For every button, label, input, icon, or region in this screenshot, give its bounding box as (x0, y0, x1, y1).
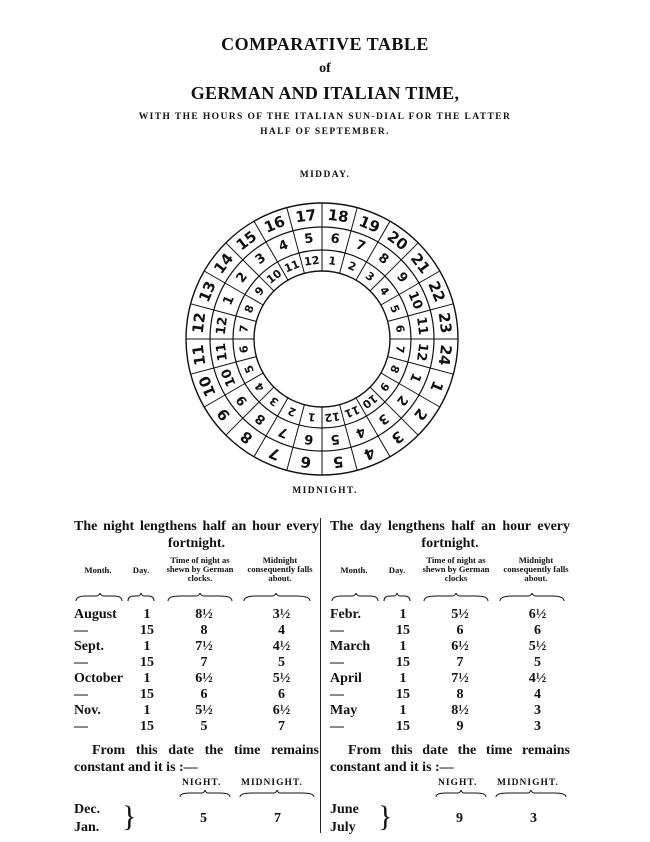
table-row (330, 703, 575, 719)
dial-spoke (401, 418, 418, 435)
row-month: — (330, 655, 344, 670)
dial-middle-number: 1 (220, 293, 238, 308)
row-month: March (330, 639, 371, 654)
row-time: 7 (456, 655, 464, 670)
final-midnight: 7 (274, 811, 281, 826)
row-midnight: 4½ (272, 639, 291, 654)
table-row (74, 671, 319, 687)
final-night: 5 (200, 811, 207, 826)
left-column-headers (74, 556, 319, 590)
table-row (74, 703, 319, 719)
table-row (74, 687, 319, 703)
row-time: 7 (200, 655, 208, 670)
dial-spoke (399, 384, 419, 396)
row-midnight: 6 (278, 687, 285, 702)
dial-middle-number: 5 (303, 231, 315, 248)
header-month: Month. (84, 565, 112, 575)
right-note: From this date the time remains constant and it is :— (330, 743, 570, 775)
header-braces (74, 593, 319, 603)
dial-middle-number: 9 (233, 392, 251, 409)
dial-inner-number: 6 (392, 324, 407, 334)
dial-outer-number: 5 (331, 452, 345, 472)
table-row (330, 607, 575, 623)
page-title: COMPARATIVE TABLE (221, 34, 429, 54)
dial-middle-number: 7 (276, 423, 291, 441)
row-month: — (74, 687, 88, 702)
dial-spoke (236, 357, 256, 362)
row-time: 9 (456, 719, 464, 734)
row-time: 5½ (195, 703, 213, 718)
row-time: 8 (456, 687, 464, 702)
dial-outer-number: 14 (210, 249, 238, 278)
row-midnight: 4 (534, 687, 541, 702)
row-day: 1 (143, 607, 151, 622)
dial-inner-number: 5 (242, 363, 257, 376)
table-row (330, 719, 575, 735)
dial-spoke (225, 283, 245, 295)
row-month: — (330, 687, 344, 702)
header-midnight: Midnight consequently falls about. (247, 555, 313, 583)
row-time: 5½ (451, 607, 469, 622)
title-connector: of (319, 61, 331, 76)
row-day: 15 (140, 655, 154, 670)
final-night: 9 (456, 811, 463, 826)
dial-outer-number: 2 (410, 404, 431, 425)
dial-inner-number: 12 (303, 253, 321, 269)
dial-spoke (254, 436, 266, 457)
dial-outer-number: 7 (266, 443, 283, 464)
table-row (330, 639, 575, 655)
dial-inner-number: 11 (282, 257, 302, 276)
right-column (330, 518, 570, 842)
final-month-1: June (330, 802, 359, 817)
row-midnight: 6½ (528, 607, 547, 622)
row-month: August (74, 607, 117, 622)
dial-spoke (293, 231, 299, 253)
dial-middle-number: 2 (233, 269, 251, 286)
dial-spoke (266, 416, 278, 436)
dial-outer-number: 20 (383, 227, 412, 255)
brace-glyph: } (378, 800, 393, 833)
dial-spoke (351, 447, 357, 470)
row-day: 15 (396, 719, 410, 734)
left-final-row (74, 802, 319, 842)
dial-outer-number: 9 (213, 404, 234, 425)
dial-spoke (430, 304, 453, 310)
left-column (74, 518, 319, 842)
row-day: 15 (140, 623, 154, 638)
final-month-2: Jan. (74, 820, 100, 835)
dial-inner-number: 10 (359, 391, 380, 412)
row-month: October (74, 671, 123, 686)
row-midnight: 6½ (272, 703, 291, 718)
dial-middle-number: 12 (413, 342, 431, 363)
dial-outer-number: 17 (294, 205, 318, 227)
row-day: 1 (143, 671, 151, 686)
dial-middle-number: 6 (303, 430, 315, 447)
dial-spoke (408, 362, 430, 368)
foot-header-night: NIGHT. (182, 778, 222, 788)
dial-outer-number: 10 (195, 373, 220, 400)
row-time: 8 (200, 623, 208, 638)
row-day: 15 (396, 655, 410, 670)
row-month: — (74, 623, 88, 638)
dial-outer-number: 22 (424, 278, 449, 305)
dial-inner-number: 9 (376, 379, 392, 394)
dial-middle-number: 3 (252, 250, 269, 268)
dial-middle-number: 2 (393, 392, 411, 409)
dial-middle-number: 6 (329, 231, 341, 248)
subtitle-line-2: HALF OF SEPTEMBER. (260, 127, 390, 137)
right-final-row (330, 802, 570, 842)
dial-inner-number: 4 (376, 284, 392, 299)
left-intro: The night lengthens half an hour every fortnight. (74, 519, 319, 551)
midnight-label: MIDNIGHT. (292, 486, 358, 496)
dial-middle-number: 12 (213, 315, 231, 336)
row-day: 1 (399, 639, 407, 654)
foot-header-midnight: MIDNIGHT. (497, 778, 559, 788)
dial-inner-number: 10 (264, 266, 285, 287)
row-midnight: 3 (534, 703, 541, 718)
row-time: 8½ (451, 703, 469, 718)
dial-outer-number: 3 (387, 427, 408, 448)
dial-outer-number: 4 (361, 443, 378, 464)
header-braces (330, 593, 570, 603)
dial-outer-number: 16 (261, 212, 288, 237)
table-row (74, 719, 319, 735)
dial-middle-number: 9 (393, 269, 411, 286)
dial-inner-number: 7 (392, 344, 407, 354)
subtitle-line-1: WITH THE HOURS OF THE ITALIAN SUN-DIAL FOR THE LATTER (138, 112, 512, 122)
dial-spoke (293, 425, 299, 447)
row-time: 6 (456, 623, 464, 638)
dial-spoke (367, 416, 379, 436)
row-midnight: 5 (278, 655, 285, 670)
dial-spoke (367, 242, 379, 262)
dial-inner-number: 12 (323, 409, 341, 425)
row-day: 1 (143, 639, 151, 654)
dial-inner-number: 8 (242, 302, 257, 315)
row-month: May (330, 703, 358, 718)
row-month: Nov. (74, 703, 101, 718)
row-midnight: 5½ (272, 671, 291, 686)
dial-spoke (266, 242, 278, 262)
table-row (74, 623, 319, 639)
row-midnight: 7 (278, 719, 285, 734)
dial-inner-number: 1 (327, 254, 337, 269)
row-month: — (330, 719, 344, 734)
row-midnight: 5 (534, 655, 541, 670)
dial-middle-number: 11 (213, 342, 231, 363)
dial-spoke (345, 231, 351, 253)
table-row (330, 655, 575, 671)
dial-middle-number: 3 (375, 410, 392, 428)
dial-spoke (191, 368, 214, 374)
left-foot-headers (74, 778, 319, 800)
header-time-of-night: Time of night as shewn by German clocks. (166, 555, 234, 583)
row-midnight: 4 (278, 623, 285, 638)
final-month-2: July (330, 820, 356, 835)
column-divider (320, 518, 321, 833)
dial-outer-number: 19 (356, 212, 383, 237)
row-time: 7½ (451, 671, 469, 686)
dial-middle-number: 4 (353, 423, 368, 441)
right-intro: The day lengthens half an hour every fortnight. (330, 519, 570, 551)
dial-inner-number: 9 (252, 284, 268, 299)
header-day: Day. (388, 565, 406, 575)
dial-spoke (388, 357, 408, 362)
row-month: — (74, 655, 88, 670)
dial-spoke (430, 368, 453, 374)
row-time: 6½ (195, 671, 213, 686)
dial-spoke (236, 316, 256, 321)
dial-outer-number: 12 (188, 311, 210, 335)
dial-middle-number: 11 (413, 315, 431, 336)
row-month: Sept. (74, 639, 104, 654)
header-midnight: Midnight consequently falls about. (503, 555, 569, 583)
row-day: 15 (140, 687, 154, 702)
dial-inner-number: 5 (387, 302, 402, 315)
dial-spoke (345, 425, 351, 447)
dial-middle-number: 10 (218, 366, 240, 389)
row-day: 15 (140, 719, 154, 734)
dial-outer-number: 8 (236, 427, 257, 448)
row-month: April (330, 671, 362, 686)
dial-outer-number: 15 (232, 227, 261, 255)
row-month: — (330, 623, 344, 638)
dial-outer-number: 13 (195, 278, 220, 305)
page-subtitle: GERMAN AND ITALIAN TIME, (190, 83, 460, 103)
table-row (330, 687, 575, 703)
dial-middle-number: 8 (252, 410, 269, 428)
foot-header-midnight: MIDNIGHT. (241, 778, 303, 788)
row-time: 7½ (195, 639, 213, 654)
dial-outer-number: 23 (434, 311, 456, 335)
row-month: Febr. (330, 607, 361, 622)
dial-spoke (226, 418, 243, 435)
dial-inner-number: 4 (252, 379, 268, 394)
row-time: 5 (200, 719, 208, 734)
table-row (330, 623, 575, 639)
dial-outer-number: 11 (188, 343, 210, 367)
row-day: 15 (396, 687, 410, 702)
dial-spoke (287, 447, 293, 470)
dial-inner-number: 6 (237, 344, 252, 354)
dial-outer-number: 21 (406, 249, 434, 278)
foot-header-night: NIGHT. (438, 778, 478, 788)
dial-outer-number: 24 (434, 343, 456, 367)
row-midnight: 5½ (528, 639, 547, 654)
table-row (330, 671, 575, 687)
row-time: 6 (200, 687, 208, 702)
dial-spoke (287, 208, 293, 231)
row-day: 1 (399, 607, 407, 622)
row-day: 1 (399, 703, 407, 718)
dial-middle-number: 8 (375, 250, 392, 268)
header-time-of-night: Time of night as shewn by German clocks (422, 555, 490, 583)
table-row (74, 607, 319, 623)
dial-outer-number: 18 (326, 205, 350, 227)
right-column-headers (330, 556, 570, 590)
dial-inner-number: 8 (387, 363, 402, 376)
left-table (74, 607, 319, 735)
header-day: Day. (132, 565, 150, 575)
row-day: 15 (396, 623, 410, 638)
row-midnight: 4½ (528, 671, 547, 686)
row-time: 8½ (195, 607, 213, 622)
dial-middle-number: 1 (406, 370, 424, 385)
brace-glyph: } (122, 800, 137, 833)
dial-inner-number: 7 (237, 324, 252, 334)
foot-braces (178, 790, 318, 798)
header-month: Month. (340, 565, 368, 575)
row-midnight: 3 (534, 719, 541, 734)
row-time: 6½ (451, 639, 469, 654)
dial-inner-number: 2 (285, 404, 298, 419)
final-midnight: 3 (530, 811, 537, 826)
dial-middle-number: 4 (276, 237, 291, 255)
dial-middle-number: 5 (329, 430, 341, 447)
right-table (330, 607, 575, 735)
dial-outer-number: 1 (426, 378, 447, 395)
row-midnight: 3½ (272, 607, 291, 622)
dial-spoke (214, 310, 236, 316)
dial-inner-number: 3 (362, 269, 377, 285)
right-foot-headers (330, 778, 570, 800)
dial-inner-number: 1 (307, 409, 317, 424)
foot-braces (434, 790, 570, 798)
dial-spoke (378, 436, 390, 457)
dial-inner-number: 11 (342, 402, 362, 421)
dial-middle-number: 10 (404, 289, 426, 312)
row-month: — (74, 719, 88, 734)
dial-spoke (419, 395, 440, 407)
dial-inner-number: 3 (267, 393, 282, 409)
table-row (74, 639, 319, 655)
row-midnight: 6 (534, 623, 541, 638)
dial-inner-number: 2 (346, 259, 359, 274)
left-note: From this date the time remains constant and it is :— (74, 743, 319, 775)
dial-inner-circle (254, 271, 390, 407)
sun-dial-diagram (170, 198, 480, 480)
dial-outer-number: 6 (299, 452, 313, 472)
final-month-1: Dec. (74, 802, 101, 817)
table-row (74, 655, 319, 671)
dial-middle-number: 7 (353, 237, 368, 255)
midday-label: MIDDAY. (299, 170, 351, 180)
dial-spoke (388, 316, 408, 321)
dial-spoke (340, 253, 345, 273)
row-day: 1 (143, 703, 151, 718)
dial-spoke (299, 405, 304, 425)
row-day: 1 (399, 671, 407, 686)
